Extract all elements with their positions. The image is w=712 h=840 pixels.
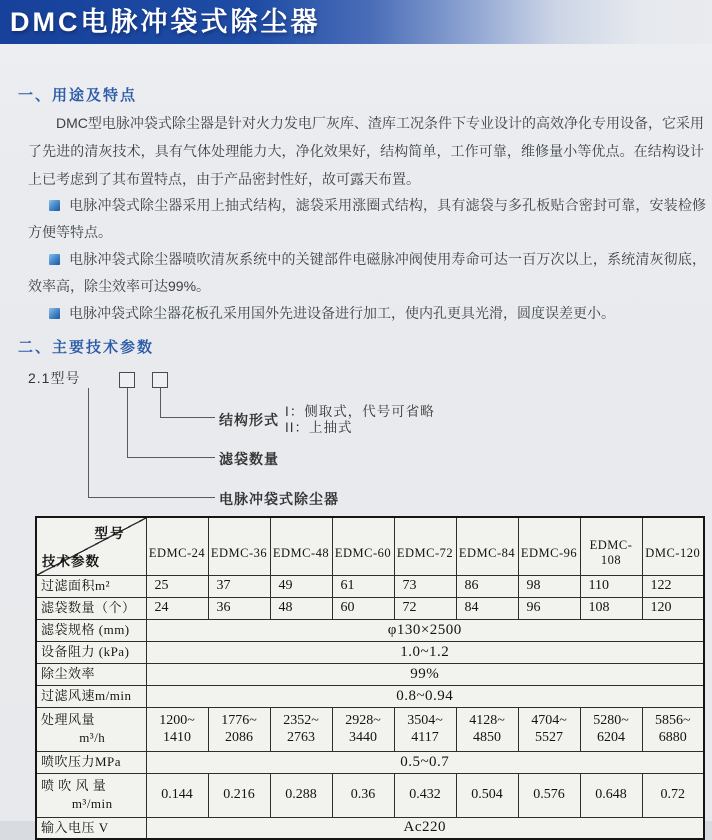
- model-column-header: EDMC-84: [456, 517, 518, 575]
- parameter-value: 86: [456, 575, 518, 597]
- parameter-value: 1200~ 1410: [146, 707, 208, 751]
- spec-table-row: [36, 641, 704, 663]
- branch-bag-count: 滤袋数量: [219, 451, 279, 467]
- feature-bullet: [28, 192, 706, 246]
- parameter-value: 84: [456, 597, 518, 619]
- parameter-value: 3504~ 4117: [394, 707, 456, 751]
- parameter-value: 37: [208, 575, 270, 597]
- corner-label-model: 型号: [94, 526, 126, 541]
- parameter-label: 输入电压 V: [36, 817, 146, 839]
- connector-line: [160, 417, 215, 418]
- branch-device-name: 电脉冲袋式除尘器: [219, 491, 339, 507]
- spec-table-row: [36, 707, 704, 751]
- bullet-text: 电脉冲袋式除尘器喷吹清灰系统中的关键部件电磁脉冲阀使用寿命可达一百万次以上，系统清灰彻底，效率高，除尘效率可达99%。: [28, 251, 706, 294]
- parameter-value: 5856~ 6880: [642, 707, 704, 751]
- parameter-value: 61: [332, 575, 394, 597]
- structure-form-options: [285, 404, 435, 436]
- parameter-value: 36: [208, 597, 270, 619]
- connector-line: [88, 497, 215, 498]
- parameter-label: 处理风量 m³/h: [36, 707, 146, 751]
- feature-bullet: [28, 246, 706, 300]
- model-code-box: [152, 372, 168, 388]
- model-column-header: EDMC-108: [580, 517, 642, 575]
- model-column-header: EDMC-24: [146, 517, 208, 575]
- parameter-value: 0.288: [270, 773, 332, 817]
- parameter-value: 4704~ 5527: [518, 707, 580, 751]
- parameter-span-value: φ130×2500: [146, 619, 704, 641]
- connector-line: [160, 388, 161, 417]
- parameter-label: 过滤面积m²: [36, 575, 146, 597]
- parameter-span-value: 0.5~0.7: [146, 751, 704, 773]
- title-banner: [0, 0, 712, 44]
- parameter-value: 4128~ 4850: [456, 707, 518, 751]
- parameter-value: 98: [518, 575, 580, 597]
- branch-structure-form: [219, 404, 435, 436]
- model-column-header: EDMC-72: [394, 517, 456, 575]
- model-column-header: EDMC-36: [208, 517, 270, 575]
- model-column-header: DMC-120: [642, 517, 704, 575]
- bullet-square-icon: [49, 254, 60, 265]
- intro-paragraph: DMC型电脉冲袋式除尘器是针对火力发电厂灰库、渣库工况条件下专业设计的高效净化专用设备，它采用了先进的清灰技术，具有气体处理能力大，净化效果好，结构简单，工作可靠，维修量小等优点。在结构设计上已考虑到了其布置特点，由于产品密封性好，故可露天布置。: [28, 115, 704, 187]
- model-code-diagram: [0, 358, 712, 516]
- model-code-label: 2.1型号: [28, 370, 81, 386]
- parameter-span-value: 99%: [146, 663, 704, 685]
- parameter-value: 1776~ 2086: [208, 707, 270, 751]
- parameter-value: 0.576: [518, 773, 580, 817]
- parameter-value: 0.432: [394, 773, 456, 817]
- parameter-value: 49: [270, 575, 332, 597]
- parameter-label: 除尘效率: [36, 663, 146, 685]
- table-corner-cell: [36, 517, 146, 575]
- parameter-value: 48: [270, 597, 332, 619]
- parameter-value: 2928~ 3440: [332, 707, 394, 751]
- parameter-label: 滤袋数量（个）: [36, 597, 146, 619]
- spec-table-row: [36, 575, 704, 597]
- parameter-value: 108: [580, 597, 642, 619]
- feature-bullet-list: [28, 192, 706, 327]
- spec-table-row: [36, 619, 704, 641]
- parameter-label: 喷吹压力MPa: [36, 751, 146, 773]
- parameter-span-value: 1.0~1.2: [146, 641, 704, 663]
- section1-heading: 一、用途及特点: [18, 87, 138, 104]
- parameter-value: 0.144: [146, 773, 208, 817]
- parameter-value: 5280~ 6204: [580, 707, 642, 751]
- parameter-value: 72: [394, 597, 456, 619]
- table-header-row: [36, 517, 704, 575]
- corner-label-params: 技术参数: [42, 553, 100, 569]
- connector-line: [88, 388, 89, 497]
- parameter-span-value: Ac220: [146, 817, 704, 839]
- parameter-value: 60: [332, 597, 394, 619]
- feature-bullet: [28, 300, 706, 327]
- model-code-box: [119, 372, 135, 388]
- parameter-value: 0.216: [208, 773, 270, 817]
- model-column-header: EDMC-60: [332, 517, 394, 575]
- spec-table-row: [36, 685, 704, 707]
- parameter-value: 0.504: [456, 773, 518, 817]
- page-title: DMC电脉冲袋式除尘器: [10, 7, 321, 37]
- parameter-value: 96: [518, 597, 580, 619]
- parameter-value: 25: [146, 575, 208, 597]
- structure-form-label: 结构形式: [219, 412, 279, 428]
- spec-table-row: [36, 663, 704, 685]
- parameter-value: 0.36: [332, 773, 394, 817]
- spec-table-row: [36, 817, 704, 839]
- spec-table: [35, 516, 705, 840]
- parameter-value: 122: [642, 575, 704, 597]
- parameter-label: 过滤风速m/min: [36, 685, 146, 707]
- spec-table-row: [36, 751, 704, 773]
- parameter-value: 24: [146, 597, 208, 619]
- connector-line: [127, 388, 128, 457]
- model-column-header: EDMC-96: [518, 517, 580, 575]
- spec-table-row: [36, 773, 704, 817]
- bullet-text: 电脉冲袋式除尘器花板孔采用国外先进设备进行加工，使内孔更具光滑，圆度误差更小。: [69, 305, 615, 321]
- section2-heading: 二、主要技术参数: [18, 339, 155, 356]
- bullet-text: 电脉冲袋式除尘器采用上抽式结构，滤袋采用涨圈式结构，具有滤袋与多孔板贴合密封可靠，安装检修方便等特点。: [28, 197, 706, 240]
- parameter-value: 73: [394, 575, 456, 597]
- structure-option-2: II：上抽式: [285, 420, 353, 435]
- parameter-value: 2352~ 2763: [270, 707, 332, 751]
- parameter-label: 喷 吹 风 量 m³/min: [36, 773, 146, 817]
- parameter-span-value: 0.8~0.94: [146, 685, 704, 707]
- structure-option-1: I：侧取式，代号可省略: [285, 404, 435, 419]
- model-column-header: EDMC-48: [270, 517, 332, 575]
- parameter-value: 120: [642, 597, 704, 619]
- parameter-value: 0.648: [580, 773, 642, 817]
- bullet-square-icon: [49, 308, 60, 319]
- bullet-square-icon: [49, 200, 60, 211]
- spec-table-row: [36, 597, 704, 619]
- spec-table-wrap: [35, 516, 705, 840]
- parameter-label: 设备阻力 (kPa): [36, 641, 146, 663]
- connector-line: [127, 457, 215, 458]
- parameter-value: 0.72: [642, 773, 704, 817]
- parameter-value: 110: [580, 575, 642, 597]
- parameter-label: 滤袋规格 (mm): [36, 619, 146, 641]
